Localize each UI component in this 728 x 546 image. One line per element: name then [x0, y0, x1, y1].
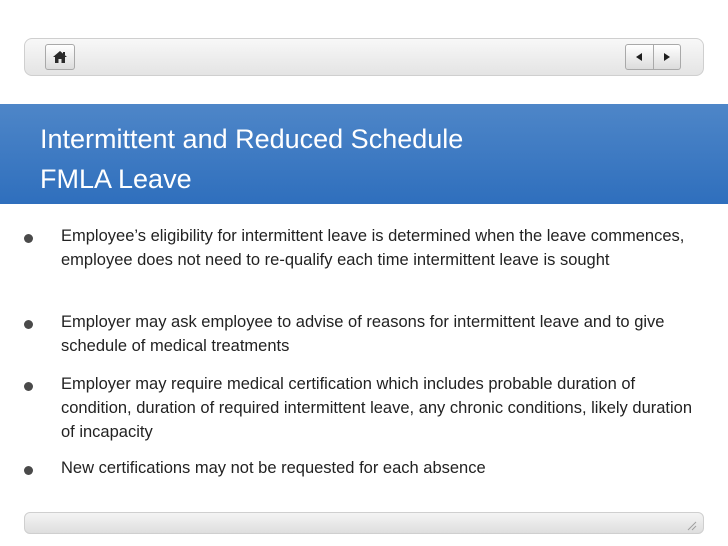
- previous-slide-button[interactable]: [626, 45, 653, 69]
- triangle-right-icon: [662, 52, 672, 62]
- home-button[interactable]: [45, 44, 75, 70]
- slide-title-line-1: Intermittent and Reduced Schedule: [40, 124, 464, 154]
- slide-title-line-2: FMLA Leave: [40, 164, 192, 194]
- prev-next-controls: [625, 44, 681, 70]
- bottom-bar: [24, 512, 704, 534]
- bullet-text: Employer may require medical certification which includes probable duration of condition, duration of required intermittent leave, any chronic conditions, likely duration of incapacity: [61, 375, 693, 441]
- home-icon: [52, 50, 68, 64]
- title-band: [0, 104, 728, 204]
- top-navigation-bar: [24, 38, 704, 76]
- bullet-dot-icon: [24, 466, 33, 475]
- bullet-dot-icon: [24, 382, 33, 391]
- bullet-dot-icon: [24, 320, 33, 329]
- next-slide-button[interactable]: [653, 45, 681, 69]
- triangle-left-icon: [634, 52, 644, 62]
- bullet-text: New certifications may not be requested for each absence: [61, 459, 486, 477]
- bullet-text: Employer may ask employee to advise of reasons for intermittent leave and to give schedule of medical treatments: [61, 313, 665, 355]
- bullet-text: Employee’s eligibility for intermittent leave is determined when the leave commences, employee does not need to re-qualify each time intermittent leave is sought: [61, 227, 685, 269]
- bullet-dot-icon: [24, 234, 33, 243]
- resize-grip-icon: [685, 519, 697, 531]
